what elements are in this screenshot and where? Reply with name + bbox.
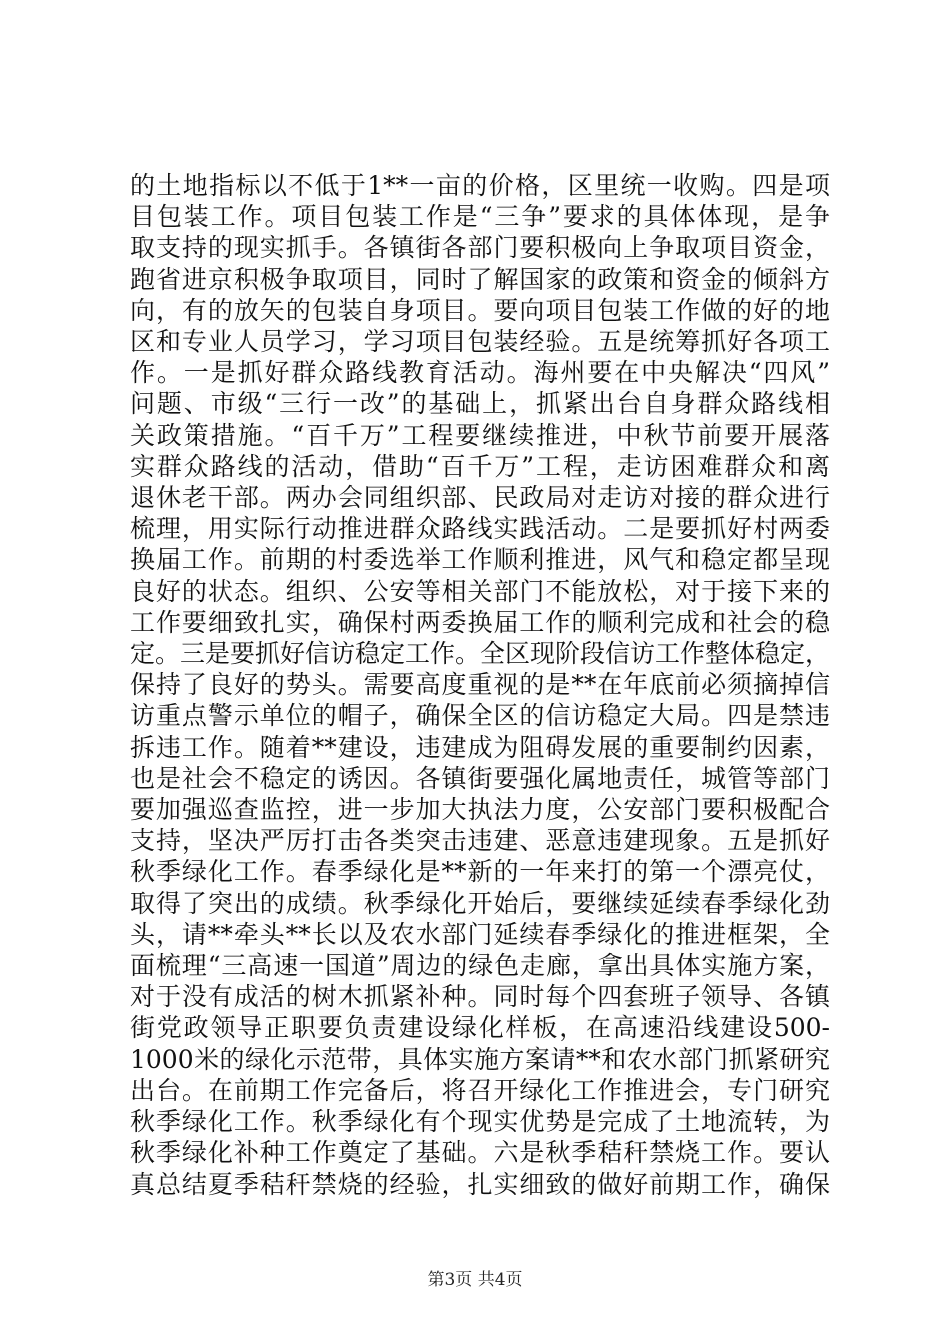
text-line: 跑省进京积极争取项目，同时了解国家的政策和资金的倾斜方 [130,264,830,294]
text-line: 取支持的现实抓手。各镇街各部门要积极向上争取项目资金， [130,233,830,263]
text-line: 区和专业人员学习，学习项目包装经验。五是统筹抓好各项工 [130,327,830,357]
text-line: 对于没有成活的树木抓紧补种。同时每个四套班子领导、各镇 [130,982,830,1012]
text-line: 梳理，用实际行动推进群众路线实践活动。二是要抓好村两委 [130,514,830,544]
text-line: 向，有的放矢的包装自身项目。要向项目包装工作做的好的地 [130,295,830,325]
text-line: 秋季绿化补种工作奠定了基础。六是秋季秸秆禁烧工作。要认 [130,1138,830,1168]
body-text [130,170,830,1200]
text-line: 拆违工作。随着**建设，违建成为阻碍发展的重要制约因素， [130,732,830,762]
text-line: 良好的状态。组织、公安等相关部门不能放松，对于接下来的 [130,576,830,606]
text-line: 秋季绿化工作。春季绿化是**新的一年来打的第一个漂亮仗， [130,857,830,887]
text-line: 头，请**牵头**长以及农水部门延续春季绿化的推进框架，全 [130,919,830,949]
text-line: 支持，坚决严厉打击各类突击违建、恶意违建现象。五是抓好 [130,826,830,856]
text-line: 1000米的绿化示范带，具体实施方案请**和农水部门抓紧研究 [130,1044,830,1074]
text-line: 作。一是抓好群众路线教育活动。海州要在中央解决“四风” [130,358,830,388]
text-line: 的土地指标以不低于1**一亩的价格，区里统一收购。四是项 [130,171,830,200]
text-line: 问题、市级“三行一改”的基础上，抓紧出台自身群众路线相 [130,389,830,419]
text-line: 退休老干部。两办会同组织部、民政局对走访对接的群众进行 [130,483,830,513]
text-line: 取得了突出的成绩。秋季绿化开始后，要继续延续春季绿化劲 [130,888,830,918]
text-line: 秋季绿化工作。秋季绿化有个现实优势是完成了土地流转，为 [130,1107,830,1137]
text-line: 街党政领导正职要负责建设绿化样板，在高速沿线建设500- [130,1013,830,1043]
text-line: 保持了良好的势头。需要高度重视的是**在年底前必须摘掉信 [130,670,830,700]
text-line: 实群众路线的活动，借助“百千万”工程，走访困难群众和离 [130,451,830,481]
text-line: 目包装工作。项目包装工作是“三争”要求的具体体现，是争 [130,202,830,232]
text-line: 访重点警示单位的帽子，确保全区的信访稳定大局。四是禁违 [130,701,830,731]
text-line: 定。三是要抓好信访稳定工作。全区现阶段信访工作整体稳定， [130,639,831,669]
text-line: 出台。在前期工作完备后，将召开绿化工作推进会，专门研究 [130,1075,830,1105]
text-line: 工作要细致扎实，确保村两委换届工作的顺利完成和社会的稳 [130,607,830,637]
text-line: 真总结夏季秸秆禁烧的经验，扎实细致的做好前期工作，确保 [130,1169,830,1199]
text-line: 要加强巡查监控，进一步加大执法力度，公安部门要积极配合 [130,795,830,825]
text-line: 关政策措施。“百千万”工程要继续推进，中秋节前要开展落 [130,420,830,450]
page-footer: 第3页 共4页 [427,1270,523,1290]
text-line: 换届工作。前期的村委选举工作顺利推进，风气和稳定都呈现 [130,545,830,575]
text-line: 面梳理“三高速一国道”周边的绿色走廊，拿出具体实施方案， [130,951,830,981]
text-line: 也是社会不稳定的诱因。各镇街要强化属地责任，城管等部门 [130,763,830,793]
